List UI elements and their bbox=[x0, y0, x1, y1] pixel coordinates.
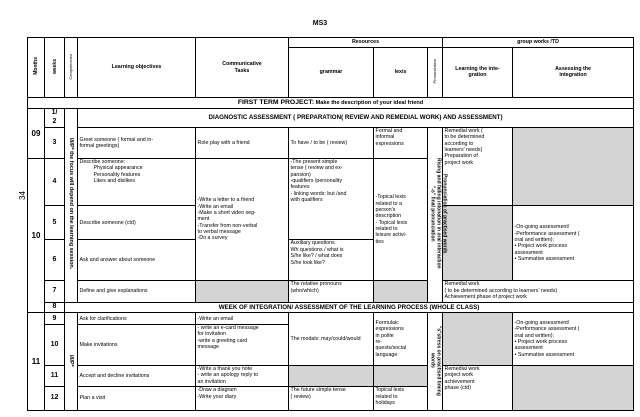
learning-week-11-12: Remedial work project work achievement phase (ctd) bbox=[443, 365, 513, 410]
objective-week-5: Describe someone (ctd) bbox=[78, 206, 196, 240]
first-term-sub: Make the description of your ideal friend bbox=[314, 99, 424, 106]
header-resources: Resources bbox=[289, 38, 443, 48]
assessing-week-11-12 bbox=[513, 365, 634, 410]
week-4: 4 bbox=[45, 159, 65, 206]
week-1-2: 1/ 2 bbox=[45, 108, 65, 127]
competency-cell-b: I/I/P* bbox=[65, 313, 78, 411]
objective-week-3: Greet someone ( formal and in- formal greetings) bbox=[78, 127, 196, 158]
lexis-week-7 bbox=[374, 281, 428, 302]
task-week-11: -Write a thank you note - write an apology reply to an invitation bbox=[196, 365, 289, 386]
grammar-week-4-5: -The present simple tense ( review and ex- pansion) -qualifiers /personality features - linking words: but /and with qualifiers bbox=[289, 159, 374, 240]
week-of-integration: WEEK OF INTEGRATION/ ASSESSMENT OF THE LEARNING PROCESS (WHOLE CLASS) bbox=[65, 302, 634, 313]
task-week-12: -Draw a diagram -Write your diary bbox=[196, 387, 289, 411]
objective-week-9: Ask for clarifications bbox=[78, 313, 196, 325]
grammar-week-7: The relative pronouns (who/which) bbox=[289, 281, 374, 302]
header-pronunciation: Pronunciation bbox=[428, 47, 443, 97]
lexis-week-9-10: Formulaic expressions in polite re- quests/social language bbox=[374, 313, 428, 366]
task-week-3: Role play with a friend bbox=[196, 127, 289, 158]
week-9: 9 bbox=[45, 313, 65, 325]
grammar-week-3: To have / to be ( review) bbox=[289, 127, 374, 158]
week-6: 6 bbox=[45, 240, 65, 281]
lexis-week-11 bbox=[374, 365, 428, 386]
task-week-10: - write an e-card message for invitation -write a greeting card message bbox=[196, 325, 289, 366]
lexis-week-3: Formal and informal expressions bbox=[374, 127, 428, 158]
month-09: 09 bbox=[28, 108, 45, 158]
lexis-weeks-4-7: -Topical lexis related to a person's description - Topical lexis related to leisure activi- ties bbox=[374, 159, 428, 281]
pronunciation-cell-b: "s"stress on practised timing words bbox=[428, 313, 443, 411]
month-10: 10 bbox=[28, 159, 45, 313]
grammar-week-12: The future simple tense ( review) bbox=[289, 387, 374, 411]
syllabus-table bbox=[27, 37, 634, 411]
header-competencies: Competencies bbox=[65, 38, 78, 98]
lexis-week-12: Topical lexis related to holidays bbox=[374, 387, 428, 411]
document-title: MS3 bbox=[312, 20, 328, 27]
task-week-7 bbox=[196, 281, 289, 302]
objective-week-12: Plan a visit bbox=[78, 387, 196, 411]
week-5: 5 bbox=[45, 206, 65, 240]
first-term-label: FIRST TERM PROJECT: bbox=[237, 98, 315, 106]
objective-week-11: Accept and decline invitations bbox=[78, 365, 196, 386]
week-8: 8 bbox=[45, 302, 65, 313]
pronunciation-cell-a: Pronunciation of practised words Rising and falling intonation in oral interaction "-s" final pronunciation bbox=[428, 127, 443, 302]
header-grammar: grammar bbox=[289, 47, 374, 97]
header-group-works: group works /TD bbox=[443, 38, 634, 48]
objective-week-7: Define and give explanations bbox=[78, 281, 196, 302]
objective-week-4-title: Describe someone: bbox=[79, 159, 126, 166]
learning-week-9-10 bbox=[443, 313, 513, 366]
objective-item-personality: Personality features bbox=[93, 171, 141, 178]
month-11: 11 bbox=[28, 313, 45, 411]
assessing-week-5-6: -On-going assessment/ -Performance assessment ( oral and written): • Project work process assessment • Summative assessment bbox=[513, 206, 634, 281]
objective-item-likes: Likes and dislikes bbox=[93, 178, 136, 185]
week-10: 10 bbox=[45, 325, 65, 366]
objective-week-6: Ask and answer about someone bbox=[78, 240, 196, 281]
competency-cell-a: I/I/P* the focus will depend on the learning session. bbox=[65, 108, 78, 302]
assessing-week-3-4 bbox=[513, 127, 634, 205]
objective-week-4 bbox=[78, 159, 196, 206]
grammar-week-6: Auxiliary questions Wh questions / what is S/he like? / what does S/he look like? bbox=[289, 240, 374, 281]
header-lexis: lexis bbox=[374, 47, 428, 97]
grammar-week-11 bbox=[289, 365, 374, 386]
remedial-week-7: Remedial work ( to be determined according to learners' needs) Achievement phase of project work bbox=[443, 281, 634, 302]
header-learning-objectives: Learning objectives bbox=[78, 38, 196, 98]
header-weeks: weeks bbox=[45, 38, 65, 98]
learning-week-3-4: Remedial work ( to be determined according to learners' needs) Preparation of project work bbox=[443, 127, 513, 205]
task-week-9: -Write an email bbox=[196, 313, 289, 325]
week-12: 12 bbox=[45, 387, 65, 411]
page-number: 34 bbox=[18, 191, 27, 200]
header-assessing-integration: Assessing the integration bbox=[513, 47, 634, 97]
header-months: Months bbox=[28, 38, 45, 98]
week-7: 7 bbox=[45, 281, 65, 302]
first-term-project bbox=[28, 98, 634, 109]
header-learning-integration: Learning the inte- gration bbox=[443, 47, 513, 97]
assessing-week-9-10: -On-going assessment/ -Performance assessment ( oral and written): • Project work process assessment • Summative assessment bbox=[513, 313, 634, 366]
learning-week-5-6 bbox=[443, 206, 513, 281]
tasks-weeks-4-7: -Write a letter to a friend -Write an email -Make a short video seg- ment -Transfer from non-verbal to verbal message -Do a survey bbox=[196, 159, 289, 281]
grammar-week-9-10: The modals: may/could/would bbox=[289, 313, 374, 366]
objective-week-10: Make invitations bbox=[78, 325, 196, 366]
week-3: 3 bbox=[45, 127, 65, 158]
diagnostic-assessment: DIAGNOSTIC ASSESSMENT ( PREPARATION( REVIEW AND REMEDIAL WORK) AND ASSESSMENT) bbox=[78, 108, 634, 127]
week-11: 11 bbox=[45, 365, 65, 386]
header-communicative-tasks: Communicative Tasks bbox=[196, 38, 289, 98]
objective-item-physical: Physical appearance bbox=[93, 165, 143, 172]
